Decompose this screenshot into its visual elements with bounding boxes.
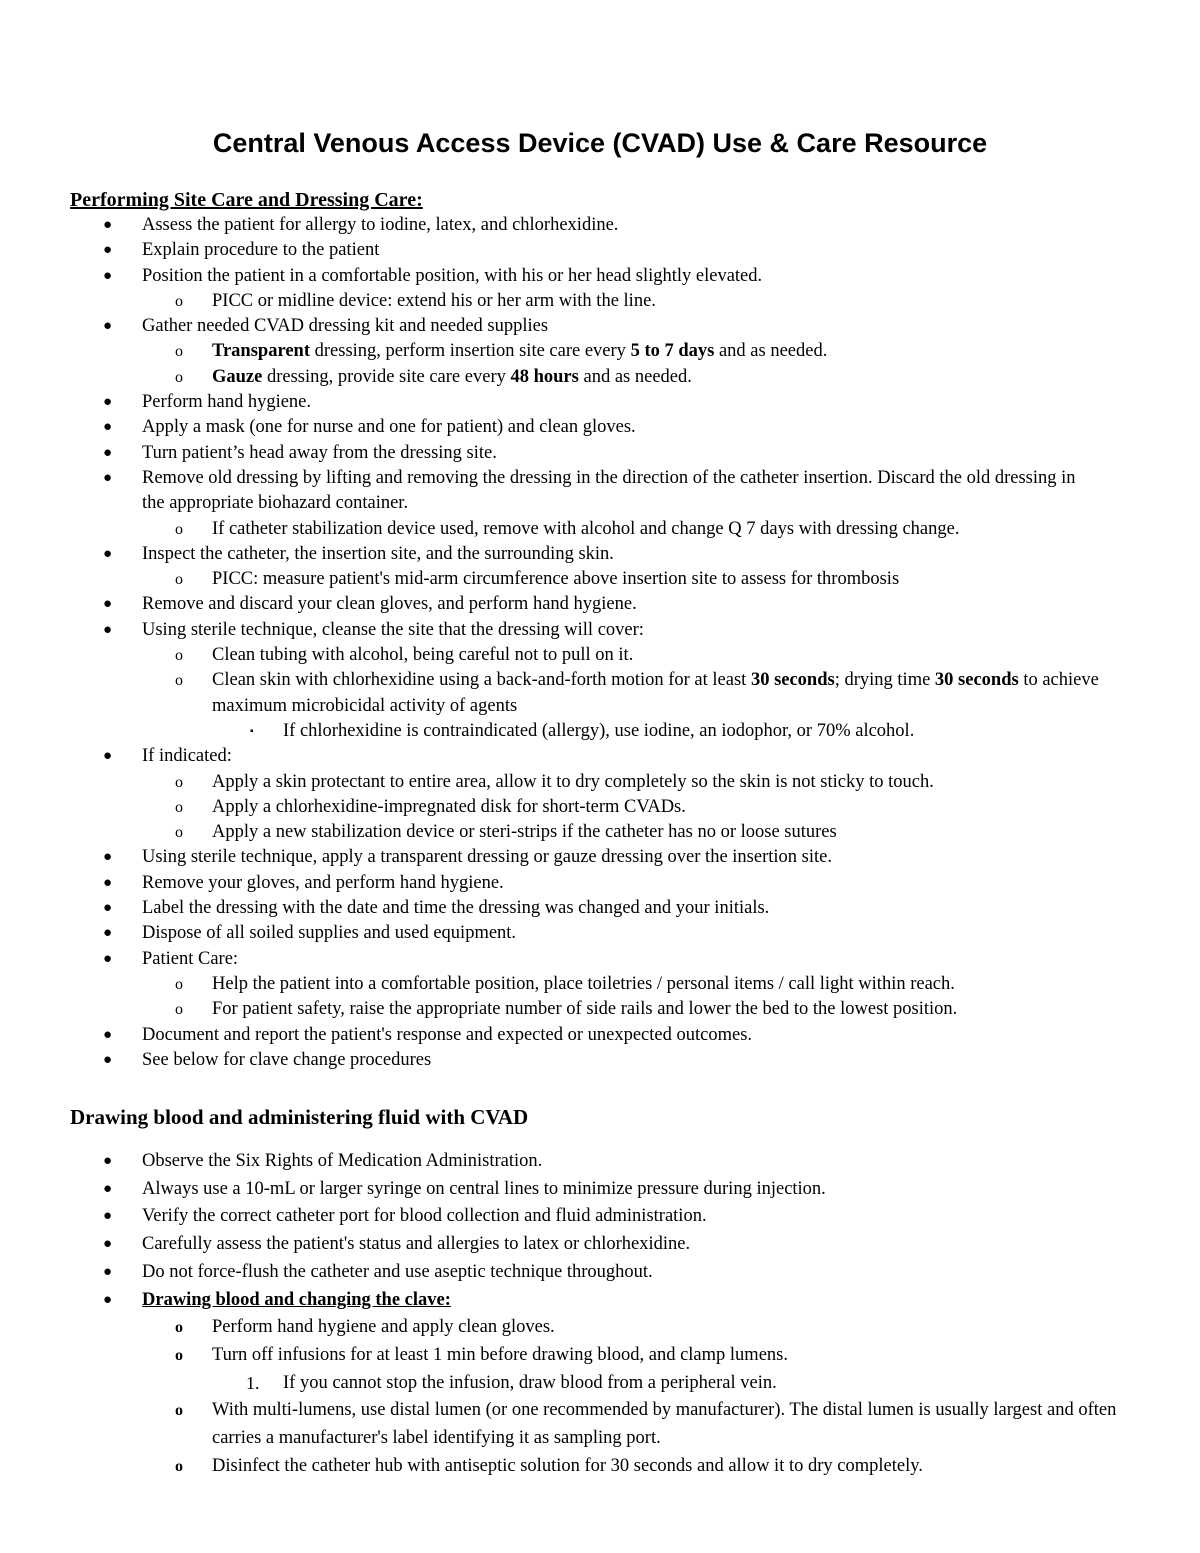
list-item-text <box>212 670 1099 715</box>
text-run: dressing, provide site care every <box>262 366 511 387</box>
list-item-text: Remove old dressing by lifting and removing the dressing in the direction of the catheter insertion. Discard the old dressing in the appropriate biohazard container. <box>142 467 1076 514</box>
list-item <box>0 795 1122 820</box>
drawing-blood-steps-list <box>0 1148 1122 1480</box>
list-item <box>0 365 1122 390</box>
bullet-icon: ● <box>103 1153 113 1169</box>
list-item-text: Label the dressing with the date and time the dressing was changed and your initials. <box>142 898 770 919</box>
list-item-text: Perform hand hygiene. <box>142 392 312 413</box>
list-item-text: Apply a chlorhexidine-impregnated disk for short-term CVADs. <box>212 796 686 817</box>
page-title: Central Venous Access Device (CVAD) Use & Care Resource <box>212 128 988 158</box>
bullet-icon: ● <box>103 469 113 486</box>
bullet-icon: ● <box>103 1291 113 1308</box>
circle-bullet-icon: o <box>175 292 183 310</box>
list-item-text: Position the patient in a comfortable position, with his or her head slightly elevated. <box>142 265 763 286</box>
section-heading-site-care: Performing Site Care and Dressing Care: <box>70 189 423 211</box>
list-item-text: Help the patient into a comfortable position, place toiletries / personal items / call light within reach. <box>212 973 955 994</box>
site-care-steps-list <box>0 213 1122 1073</box>
list-item <box>0 871 1122 896</box>
list-item-text: Turn off infusions for at least 1 min before drawing blood, and clamp lumens. <box>212 1344 788 1365</box>
bullet-icon: ● <box>103 242 113 259</box>
bullet-icon: ● <box>103 748 113 765</box>
list-item <box>0 339 1122 364</box>
list-item-text: Carefully assess the patient's status and allergies to latex or chlorhexidine. <box>142 1234 691 1255</box>
list-item <box>0 1231 1122 1259</box>
emphasis-text: 5 to 7 days <box>630 341 715 362</box>
list-item <box>0 1314 1122 1342</box>
text-run: ; drying time <box>834 670 935 691</box>
list-item <box>0 314 1122 339</box>
list-item <box>0 238 1122 263</box>
list-item-text: Using sterile technique, cleanse the site that the dressing will cover: <box>142 619 644 640</box>
text-run: and as needed. <box>578 366 692 387</box>
list-item-text: If chlorhexidine is contraindicated (allergy), use iodine, an iodophor, or 70% alcohol. <box>283 720 915 741</box>
circle-bullet-icon: o <box>175 672 183 690</box>
circle-bullet-icon: o <box>175 1319 183 1337</box>
list-item-text: Inspect the catheter, the insertion site, and the surrounding skin. <box>142 543 614 564</box>
list-item <box>0 947 1122 972</box>
list-item <box>0 997 1122 1022</box>
list-item-text: Clean tubing with alcohol, being careful not to pull on it. <box>212 645 634 666</box>
list-item-text: Apply a skin protectant to entire area, allow it to dry completely so the skin is not sticky to touch. <box>212 771 934 792</box>
bullet-icon: ● <box>103 1180 113 1197</box>
list-item <box>0 668 1122 719</box>
list-item-text <box>212 341 827 361</box>
square-bullet-icon: ▪ <box>250 725 254 737</box>
bullet-icon: ● <box>103 950 113 967</box>
bullet-icon: ● <box>103 874 113 891</box>
circle-bullet-icon: o <box>175 773 183 791</box>
emphasis-text: 30 seconds <box>750 670 835 691</box>
list-item-text: Apply a mask (one for nurse and one for patient) and clean gloves. <box>142 417 636 438</box>
list-item <box>0 264 1122 289</box>
list-item <box>0 1287 1122 1315</box>
circle-bullet-icon: o <box>175 343 183 361</box>
list-item-text: Assess the patient for allergy to iodine, latex, and chlorhexidine. <box>142 215 619 235</box>
bullet-icon: ● <box>103 1263 113 1280</box>
list-item-text: Turn patient’s head away from the dressing site. <box>142 442 497 463</box>
list-item <box>0 618 1122 643</box>
list-item-text: Perform hand hygiene and apply clean gloves. <box>212 1317 555 1338</box>
list-item-text: Using sterile technique, apply a transparent dressing or gauze dressing over the insertion site. <box>142 847 832 868</box>
circle-bullet-icon: o <box>175 798 183 816</box>
list-item-text: Apply a new stabilization device or steri-strips if the catheter has no or loose sutures <box>212 822 837 843</box>
section-heading-drawing-blood: Drawing blood and administering fluid with CVAD <box>70 1105 529 1129</box>
list-item <box>0 567 1122 592</box>
text-run: dressing, perform insertion site care every <box>310 341 631 362</box>
bullet-icon: ● <box>103 900 113 917</box>
bullet-icon: ● <box>103 1208 113 1225</box>
circle-bullet-icon: o <box>175 1457 183 1475</box>
list-item-text: Patient Care: <box>142 948 239 969</box>
list-item <box>0 213 1122 238</box>
list-item-text: Remove your gloves, and perform hand hygiene. <box>142 872 504 893</box>
bullet-icon: ● <box>103 444 113 461</box>
circle-bullet-icon: o <box>175 1346 183 1364</box>
circle-bullet-icon: o <box>175 571 183 589</box>
list-item <box>0 1259 1122 1287</box>
bullet-icon: ● <box>103 1236 113 1253</box>
list-item <box>0 441 1122 466</box>
list-item <box>0 1370 1122 1398</box>
circle-bullet-icon: o <box>175 1001 183 1019</box>
list-item <box>0 517 1122 542</box>
list-item <box>0 542 1122 567</box>
list-item <box>0 643 1122 668</box>
list-item <box>0 1203 1122 1231</box>
bullet-icon: ● <box>103 394 113 411</box>
list-item <box>0 820 1122 845</box>
list-item-text: PICC or midline device: extend his or her arm with the line. <box>212 290 656 311</box>
bullet-icon: ● <box>103 545 113 562</box>
list-item-text: Always use a 10-mL or larger syringe on central lines to minimize pressure during injection. <box>142 1178 826 1199</box>
circle-bullet-icon: o <box>175 824 183 842</box>
emphasis-text: 48 hours <box>510 366 579 387</box>
list-item-text: If indicated: <box>142 746 232 767</box>
list-item-text: If catheter stabilization device used, remove with alcohol and change Q 7 days with dressing change. <box>212 518 960 539</box>
list-item <box>0 744 1122 769</box>
list-item <box>0 1023 1122 1048</box>
list-item <box>0 1453 1122 1481</box>
circle-bullet-icon: o <box>175 1402 183 1420</box>
list-item <box>0 466 1102 517</box>
list-item-text: PICC: measure patient's mid-arm circumference above insertion site to assess for thrombosis <box>212 569 900 590</box>
subsection-title: Drawing blood and changing the clave: <box>142 1289 451 1310</box>
emphasis-text: Transparent <box>212 341 310 362</box>
bullet-icon: ● <box>103 419 113 436</box>
bullet-icon: ● <box>103 217 113 233</box>
text-run: Clean skin with chlorhexidine using a back-and-forth motion for at least <box>212 670 751 691</box>
list-item-text: For patient safety, raise the appropriate number of side rails and lower the bed to the lowest position. <box>212 999 958 1020</box>
list-item <box>0 390 1122 415</box>
bullet-icon: ● <box>103 849 113 866</box>
list-item-text: Disinfect the catheter hub with antiseptic solution for 30 seconds and allow it to dry completely. <box>212 1455 923 1476</box>
list-number-marker: 1. <box>246 1372 260 1393</box>
list-item-text: Remove and discard your clean gloves, and perform hand hygiene. <box>142 594 637 615</box>
list-item-text: See below for clave change procedures <box>142 1049 432 1070</box>
bullet-icon: ● <box>103 596 113 613</box>
list-item-text: If you cannot stop the infusion, draw blood from a peripheral vein. <box>283 1372 777 1393</box>
list-item-text: Explain procedure to the patient <box>142 240 380 261</box>
list-item-text: With multi-lumens, use distal lumen (or one recommended by manufacturer). The distal lumen is usually largest and often carries a manufacturer's label identifying it as sampling port. <box>212 1400 1117 1449</box>
list-item <box>0 1397 1122 1452</box>
bullet-icon: ● <box>103 621 113 638</box>
bullet-icon: ● <box>103 1051 113 1068</box>
circle-bullet-icon: o <box>175 975 183 993</box>
list-item <box>0 1342 1122 1370</box>
circle-bullet-icon: o <box>175 647 183 665</box>
list-item <box>0 289 1122 314</box>
list-item-text: Document and report the patient's response and expected or unexpected outcomes. <box>142 1024 753 1045</box>
bullet-icon: ● <box>103 267 113 284</box>
bullet-icon: ● <box>103 318 113 335</box>
list-item <box>0 1176 1122 1204</box>
list-item <box>0 845 1122 870</box>
circle-bullet-icon: o <box>175 368 183 386</box>
circle-bullet-icon: o <box>175 520 183 538</box>
list-item-text: Observe the Six Rights of Medication Administration. <box>142 1151 543 1171</box>
bullet-icon: ● <box>103 1026 113 1043</box>
list-item-text: Do not force-flush the catheter and use aseptic technique throughout. <box>142 1261 653 1282</box>
list-item-text: Dispose of all soiled supplies and used equipment. <box>142 923 517 944</box>
list-item <box>0 921 1122 946</box>
list-item <box>0 1148 1122 1176</box>
list-item <box>0 1048 1122 1073</box>
list-item <box>0 592 1122 617</box>
list-item <box>0 896 1122 921</box>
list-item <box>0 972 1122 997</box>
list-item <box>0 719 1122 744</box>
text-run: and as needed. <box>714 341 828 362</box>
emphasis-text: Gauze <box>212 366 263 387</box>
bullet-icon: ● <box>103 925 113 942</box>
list-item <box>0 415 1122 440</box>
emphasis-text: 30 seconds <box>934 670 1019 691</box>
list-item-text <box>212 367 692 387</box>
list-item-text: Gather needed CVAD dressing kit and needed supplies <box>142 316 549 337</box>
text-run: to achieve maximum microbicidal activity of agents <box>212 670 1099 716</box>
list-item <box>0 770 1122 795</box>
list-item-text: Verify the correct catheter port for blood collection and fluid administration. <box>142 1206 707 1227</box>
